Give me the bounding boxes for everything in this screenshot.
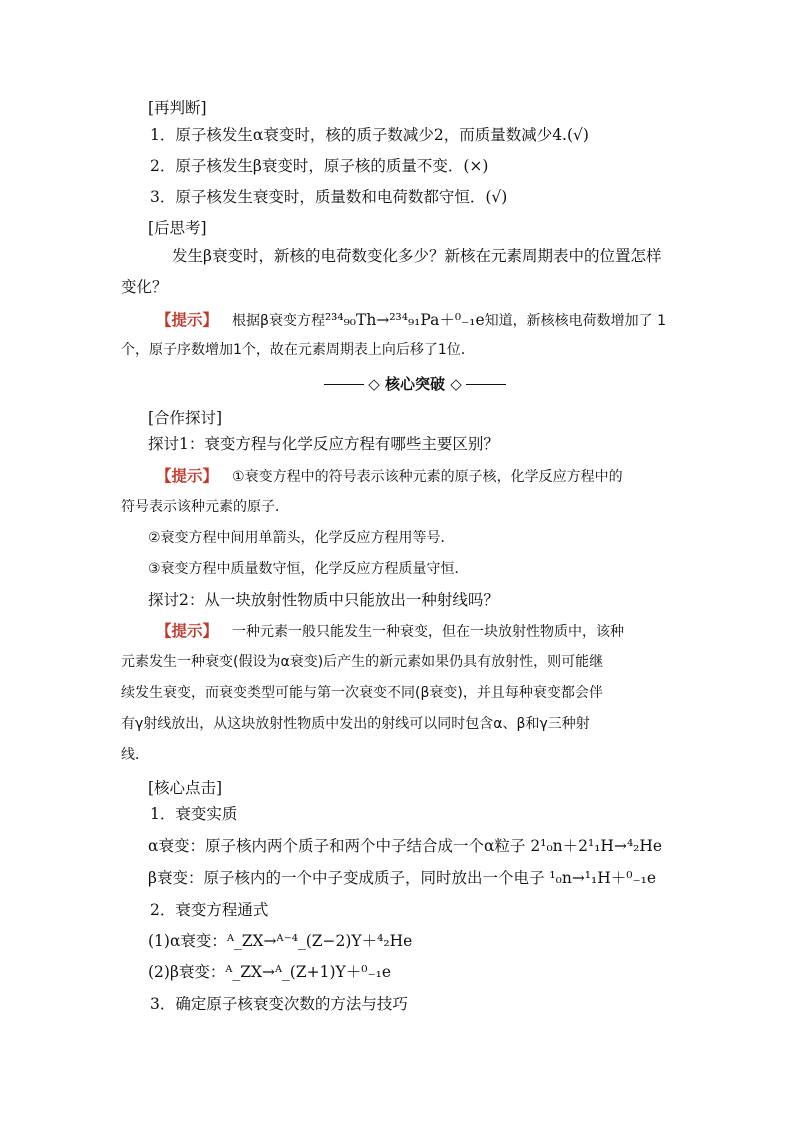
point-1-title: 1．衰变实质 [150,805,238,823]
beta-decay-equation: ¹₀n→¹₁H＋⁰₋₁e [549,869,657,887]
point-3-title: 3．确定原子核衰变次数的方法与技巧 [150,995,408,1013]
answer-2-line-3: 续发生衰变，而衰变类型可能与第一次衰变不同(β衰变)，并且每种衰变都会伴 [121,685,603,701]
judge-item-3: 3．原子核发生衰变时，质量数和电荷数都守恒．(√) [150,188,508,206]
heading-discussion: [合作探讨] [148,409,223,427]
discussion-question-1: 探讨1：衰变方程与化学反应方程有哪些主要区别？ [148,435,499,453]
answer-1-line-4: ③衰变方程中质量数守恒，化学反应方程质量守恒． [148,561,469,577]
answer-post: 知道，新核核电荷数增加了 1 [484,313,667,329]
question-line-2: 变化？ [121,278,168,296]
judge-item-2: 2．原子核发生β衰变时，原子核的质量不变．(×) [150,157,489,175]
beta-equation: ²³⁴₉₀Th→²³⁴₉₁Pa＋⁰₋₁e [324,311,485,329]
discussion-answer-1 [156,466,716,487]
answer-pre: 根据β衰变方程 [232,313,325,329]
judge-item-1: 1．原子核发生α衰变时，核的质子数减少2，而质量数减少4.(√) [150,126,589,144]
answer-1-line-1: ①衰变方程中的符号表示该种元素的原子核，化学反应方程中的 [232,469,623,485]
answer-2-line-2: 元素发生一种衰变(假设为α衰变)后产生的新元素如果仍具有放射性，则可能继 [121,654,604,670]
alpha-decay-line [148,836,708,856]
alpha-decay-text: α衰变：原子核内两个质子和两个中子结合成一个α粒子 [148,837,526,855]
separator-title: ◇ 核心突破 ◇ [368,375,462,393]
general-alpha-line [148,931,708,951]
separator-rule-left [324,384,364,385]
answer-1-line-2: 符号表示该种元素的原子． [121,499,289,515]
answer-2-line-1: 一种元素一般只能发生一种衰变，但在一块放射性物质中，该种 [232,624,625,640]
general-beta-line [148,962,708,982]
answer-line-2: 个，原子序数增加1个，故在元素周期表上向后移了1位． [121,342,475,358]
heading-rejudge: [再判断] [148,99,207,117]
general-alpha-equation: ᴬ_ZX→ᴬ⁻⁴_(Z−2)Y＋⁴₂He [226,932,413,950]
hint-label: 【提示】 [156,466,219,485]
question-line-1: 发生β衰变时，新核的电荷数变化多少？新核在元素周期表中的位置怎样 [172,247,662,265]
separator-rule-right [466,384,506,385]
point-2-title: 2．衰变方程通式 [150,901,269,919]
answer-2-line-4: 有γ射线放出，从这块放射性物质中发出的射线可以同时包含α、β和γ三种射 [121,716,590,732]
hint-label: 【提示】 [156,621,219,640]
discussion-answer-2 [156,621,716,642]
hint-label: 【提示】 [156,310,219,329]
answer-1-line-3: ②衰变方程中间用单箭头，化学反应方程用等号． [148,530,455,546]
discussion-question-2: 探讨2：从一块放射性物质中只能放出一种射线吗？ [148,591,499,609]
beta-decay-text: β衰变：原子核内的一个中子变成质子，同时放出一个电子 [148,869,545,887]
answer-2-line-5: 线． [121,747,149,763]
general-beta-equation: ᴬ_ZX→ᴬ_(Z+1)Y＋⁰₋₁e [225,963,392,981]
heading-core-points: [核心点击] [148,779,223,797]
general-alpha-label: (1)α衰变： [148,932,227,950]
heading-afterthought: [后思考] [148,219,207,237]
hint-paragraph-1 [156,310,716,331]
section-separator [300,374,530,394]
alpha-decay-equation: 2¹₀n＋2¹₁H→⁴₂He [530,837,663,855]
general-beta-label: (2)β衰变： [148,963,226,981]
beta-decay-line [148,868,708,888]
